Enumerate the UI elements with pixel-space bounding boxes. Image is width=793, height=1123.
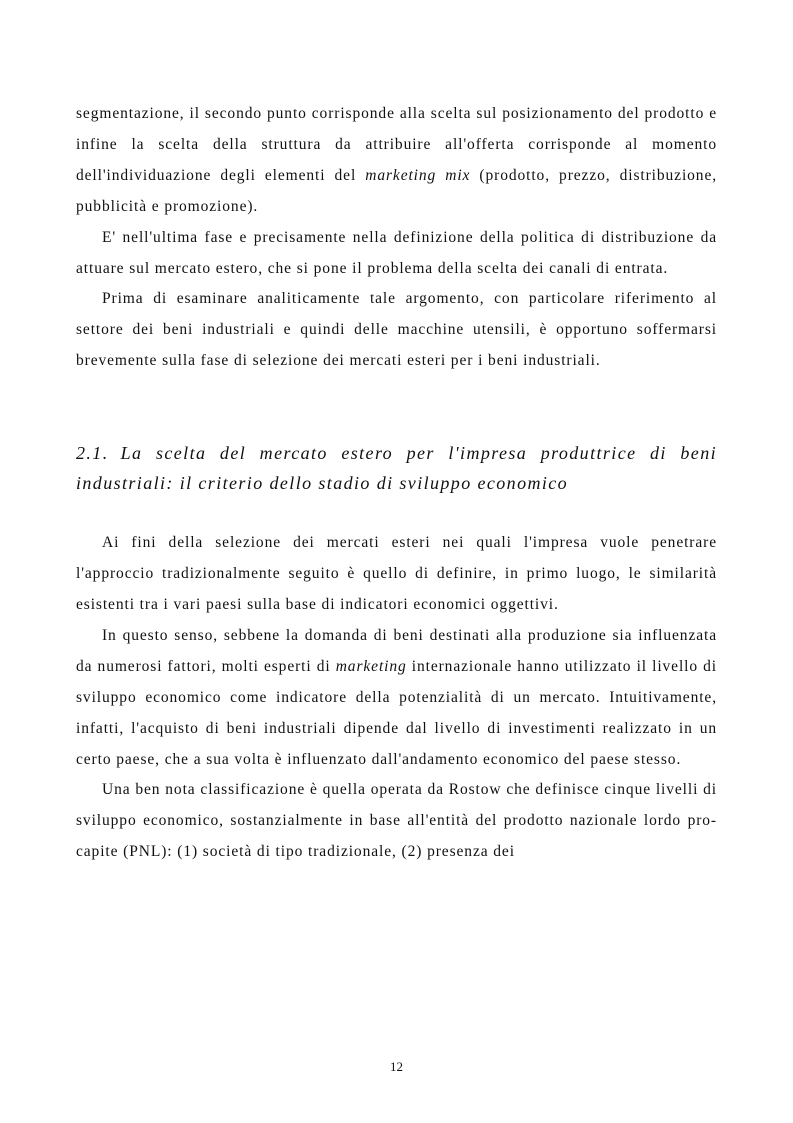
paragraph-text: internazionale hanno utilizzato il livello di sviluppo economico come indicatore della potenzialità di un mercato. Intuitivamente, infatti, l'acquisto di beni industriali dipende dal livello di investimenti realizzato in un certo paese, che a sua volta è influenzato dall'andamento economico del paese stesso. — [76, 657, 717, 768]
section-heading — [76, 438, 717, 498]
paragraph-section-3: Una ben nota classificazione è quella operata da Rostow che definisce cinque livelli di sviluppo economico, sostanzialmente in base all'entità del prodotto nazionale lordo pro-capite (PNL): (1) società di tipo tradizionale, (2) presenza dei — [76, 781, 717, 861]
paragraph-section-2 — [76, 621, 717, 776]
paragraph-section-1: Ai fini della selezione dei mercati esteri nei quali l'impresa vuole penetrare l'approccio tradizionalmente seguito è quello di definire, in primo luogo, le similarità esistenti tra i vari paesi sulla base di indicatori economici oggettivi. — [76, 534, 717, 613]
paragraph-text: (prodotto, prezzo, distribuzione, pubblicità e promozione). — [76, 166, 717, 215]
paragraph-intro-2: E' nell'ultima fase e precisamente nella definizione della politica di distribuzione da attuare sul mercato estero, che si pone il problema della scelta dei canali di entrata. — [76, 228, 717, 277]
paragraph-text: In questo senso, sebbene la domanda di beni destinati alla produzione sia influenzata da numerosi fattori, molti esperti di — [76, 626, 717, 675]
paragraph-intro-3: Prima di esaminare analiticamente tale argomento, con particolare riferimento al settore dei beni industriali e quindi delle macchine utensili, è opportuno soffermarsi brevemente sulla fase di selezione dei mercati esteri per i beni industriali. — [76, 290, 717, 370]
section-number: 2.1. — [76, 443, 109, 464]
paragraph-intro-1 — [76, 99, 717, 223]
italic-term: marketing mix — [365, 166, 471, 184]
section-body — [76, 528, 717, 868]
italic-term: marketing — [335, 657, 407, 675]
section-title: La scelta del mercato estero per l'impresa produttrice di beni industriali: il criterio dello stadio di sviluppo economico — [76, 443, 717, 494]
document-page — [76, 99, 717, 868]
paragraph-text: segmentazione, il secondo punto corrisponde alla scelta sul posizionamento del prodotto e infine la scelta della struttura da attribuire all'offerta corrisponde al momento dell'individuazione degli elementi del — [76, 105, 717, 184]
page-number: 12 — [390, 1059, 403, 1074]
